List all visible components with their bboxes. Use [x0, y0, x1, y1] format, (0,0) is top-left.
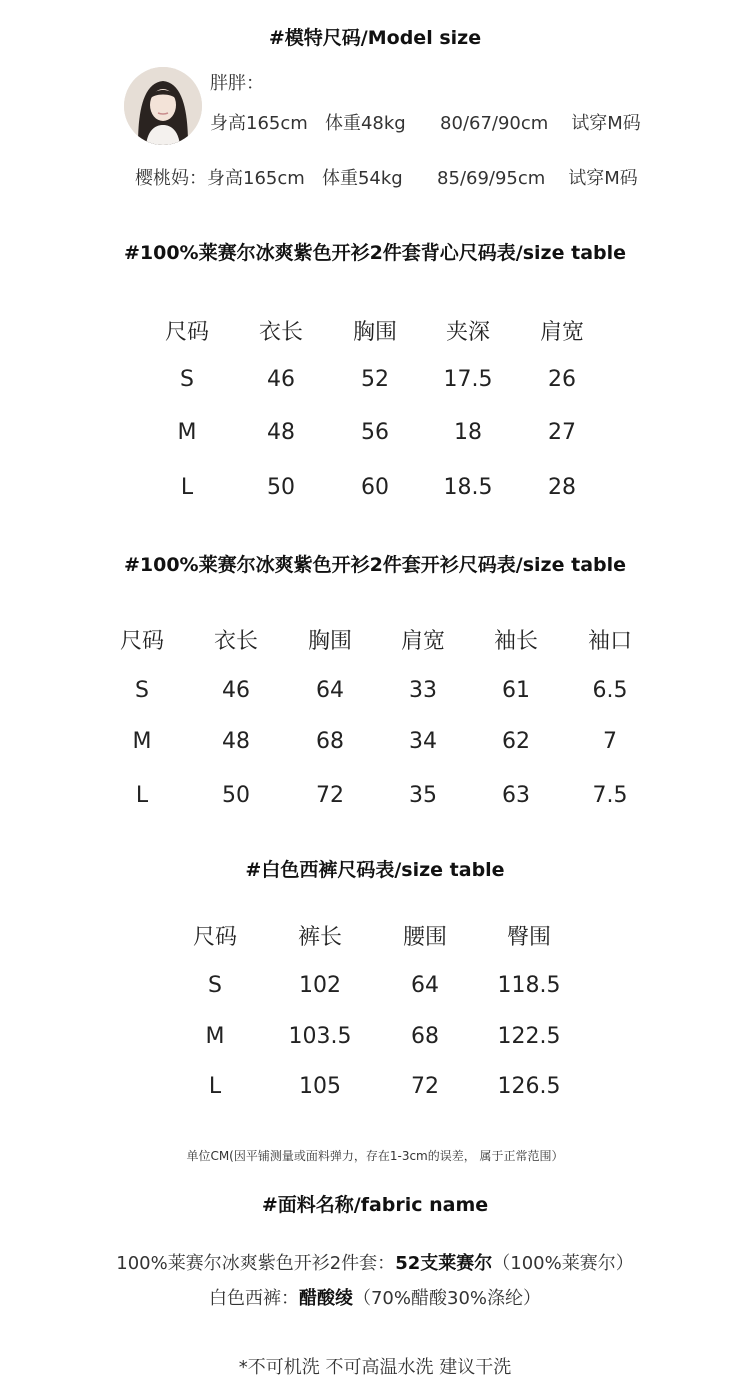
table-header-cell: 尺码: [119, 629, 164, 654]
table-cell: 48: [267, 420, 295, 445]
fabric-line-pants: [0, 1284, 750, 1310]
table-cell: 33: [409, 678, 437, 703]
table-header-cell: 臀围: [506, 925, 551, 950]
model-name-1: 胖胖：: [210, 73, 264, 94]
fabric-heading: #面料名称/fabric name: [261, 1194, 489, 1216]
table-cell: 103.5: [288, 1024, 352, 1049]
fabric-line-set: [0, 1249, 750, 1275]
table-header-cell: 胸围: [352, 320, 397, 345]
table-cell: 63: [502, 783, 530, 808]
table-cell: 35: [409, 783, 437, 808]
table-cell: 56: [361, 420, 389, 445]
table-cell: 64: [316, 678, 344, 703]
model-measurements-1: 身高165cm 体重48kg 80/67/90cm 试穿M码: [210, 113, 641, 134]
table-header-cell: 尺码: [164, 320, 209, 345]
table-cell: S: [135, 678, 149, 703]
table-cell: M: [205, 1024, 225, 1049]
table-cell: 72: [411, 1074, 439, 1099]
cardigan-size-heading: #100%莱赛尔冰爽紫色开衫2件套开衫尺码表/size table: [123, 554, 627, 576]
table-cell: 18.5: [443, 475, 493, 500]
table-cell: 7.5: [592, 783, 628, 808]
fabric-set-composition: （100%莱赛尔）: [492, 1253, 634, 1274]
table-header-cell: 衣长: [213, 629, 258, 654]
table-cell: 26: [548, 367, 576, 392]
care-instructions: *不可机洗 不可高温水洗 建议干洗: [238, 1357, 512, 1378]
pants-size-heading: #白色西裤尺码表/size table: [245, 859, 505, 881]
measurement-note: 单位CM(因平铺测量或面料弹力，存在1-3cm的误差， 属于正常范围）: [186, 1149, 564, 1163]
table-cell: 72: [316, 783, 344, 808]
table-cell: 68: [316, 729, 344, 754]
fabric-pants-label: 白色西裤：: [208, 1288, 299, 1309]
table-header-cell: 肩宽: [539, 320, 584, 345]
table-cell: 17.5: [443, 367, 493, 392]
table-cell: 64: [411, 973, 439, 998]
table-header-cell: 裤长: [297, 925, 342, 950]
table-cell: 126.5: [497, 1074, 561, 1099]
table-cell: 6.5: [592, 678, 628, 703]
table-header-cell: 袖口: [587, 629, 632, 654]
table-cell: 28: [548, 475, 576, 500]
table-header-cell: 腰围: [402, 925, 447, 950]
table-cell: 122.5: [497, 1024, 561, 1049]
table-cell: 102: [299, 973, 341, 998]
table-cell: 60: [361, 475, 389, 500]
model-photo: [124, 67, 202, 145]
table-cell: 46: [267, 367, 295, 392]
table-header-cell: 肩宽: [400, 629, 445, 654]
model-size-heading: #模特尺码/Model size: [268, 27, 482, 49]
table-cell: L: [180, 475, 194, 500]
vest-size-heading: #100%莱赛尔冰爽紫色开衫2件套背心尺码表/size table: [123, 242, 627, 264]
table-cell: 27: [548, 420, 576, 445]
fabric-set-material: 52支莱赛尔: [395, 1253, 493, 1274]
table-cell: 52: [361, 367, 389, 392]
table-cell: 34: [409, 729, 437, 754]
table-header-cell: 尺码: [192, 925, 237, 950]
model-avatar: [124, 67, 202, 145]
table-cell: S: [208, 973, 222, 998]
fabric-set-label: 100%莱赛尔冰爽紫色开衫2件套：: [116, 1253, 396, 1274]
table-header-cell: 袖长: [493, 629, 538, 654]
table-header-cell: 衣长: [258, 320, 303, 345]
table-cell: M: [177, 420, 197, 445]
table-cell: L: [208, 1074, 222, 1099]
model-measurements-2: 樱桃妈：身高165cm 体重54kg 85/69/95cm 试穿M码: [135, 168, 638, 189]
table-cell: 7: [603, 729, 617, 754]
table-cell: L: [135, 783, 149, 808]
table-cell: 61: [502, 678, 530, 703]
table-cell: 18: [454, 420, 482, 445]
table-cell: 48: [222, 729, 250, 754]
table-cell: 50: [267, 475, 295, 500]
table-cell: 68: [411, 1024, 439, 1049]
fabric-pants-composition: （70%醋酸30%涤纶）: [352, 1288, 541, 1309]
table-cell: 62: [502, 729, 530, 754]
fabric-pants-material: 醋酸绫: [298, 1288, 353, 1309]
table-cell: 46: [222, 678, 250, 703]
table-header-cell: 夹深: [445, 320, 490, 345]
table-cell: M: [132, 729, 152, 754]
table-cell: S: [180, 367, 194, 392]
table-cell: 105: [299, 1074, 341, 1099]
table-header-cell: 胸围: [307, 629, 352, 654]
table-cell: 50: [222, 783, 250, 808]
table-cell: 118.5: [497, 973, 561, 998]
